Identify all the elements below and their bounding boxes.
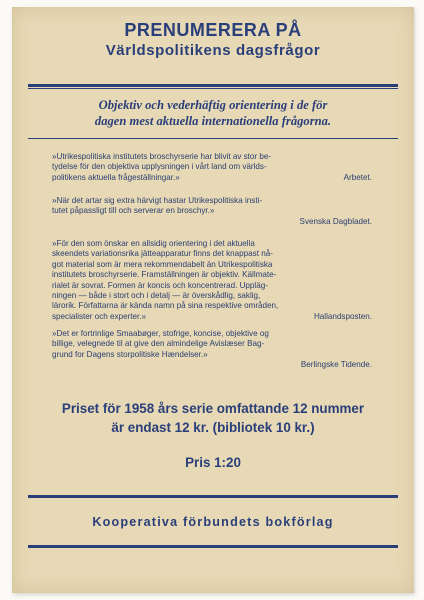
bottom-rule — [28, 495, 398, 498]
quote-svd — [52, 196, 372, 227]
top-rule-thin — [28, 88, 398, 89]
price-line: är endast 12 kr. (bibliotek 10 kr.) — [111, 420, 315, 435]
quote-line: »Det er fortrinlige Smaabøger, stofrige, koncise, objektive og — [52, 329, 269, 338]
publisher-name: Kooperativa förbundets bokförlag — [92, 515, 334, 529]
quote-line: rialet är sovrat. Formen är koncis och koncentrerad. Uppläg- — [52, 280, 268, 290]
tagline — [32, 97, 394, 129]
quote-line: lärorik. Författarna är kända namn på sina respektive områden, — [52, 301, 279, 311]
top-rule — [28, 84, 398, 87]
quote-line: specialister och experter.» — [52, 311, 147, 321]
price-line: Priset för 1958 års serie omfattande 12 nummer — [61, 401, 365, 416]
quote-line: tydelse för den objektiva upplysningen i vårt land om världs- — [52, 162, 267, 172]
quote-line: tutet påpassligt till och serverar en broschyr.» — [52, 206, 215, 216]
quote-line: politikens aktuella frågeställningar.» — [52, 172, 180, 182]
page-title: PRENUMERERA PÅ — [124, 20, 302, 40]
quote-source: Berlingske Tidende. — [300, 360, 372, 370]
tagline-line: dagen mest aktuella internationella frågorna. — [94, 114, 332, 128]
quote-line: got material som är mera rekommendabelt än Utrikespolitiska — [52, 259, 273, 269]
tagline-rule — [28, 138, 398, 139]
quote-source: Arbetet. — [343, 172, 372, 182]
price-info — [12, 399, 414, 437]
quote-arbetet — [52, 152, 372, 183]
quote-berlingske — [52, 329, 372, 371]
quote-hallandsposten — [52, 239, 372, 322]
single-price: Pris 1:20 — [185, 455, 241, 470]
tagline-line: Objektiv och vederhäftig orientering i de för — [98, 98, 328, 112]
quote-line: »För den som önskar en allsidig orientering i det aktuella — [52, 239, 255, 248]
quote-line: skeendets variationsrika jätteapparatur finns det knappast nå- — [52, 249, 273, 259]
footer-rule — [28, 545, 398, 548]
quote-line: grund for Dagens storpolitiske Hændelser.» — [52, 349, 208, 359]
quote-line: institutets broschyrserie. Framställningen är objektiv. Källmate- — [52, 270, 277, 280]
quote-line: »När det artar sig extra härvigt hastar Utrikespolitiska insti- — [52, 196, 263, 205]
quote-source: Hallandsposten. — [313, 311, 372, 321]
quote-line: »Utrikespolitiska institutets broschyrserie har blivit av stor be- — [52, 152, 272, 161]
cover-page — [12, 7, 414, 593]
quote-source: Svenska Dagbladet. — [299, 216, 372, 226]
quote-line: billige, velegnede til at give den almindelige Avislæser Bag- — [52, 339, 265, 349]
page-subtitle: Världspolitikens dagsfrågor — [105, 42, 321, 59]
quote-line: ningen — både i stort och i detalj — är överskådlig, saklig, — [52, 291, 261, 301]
